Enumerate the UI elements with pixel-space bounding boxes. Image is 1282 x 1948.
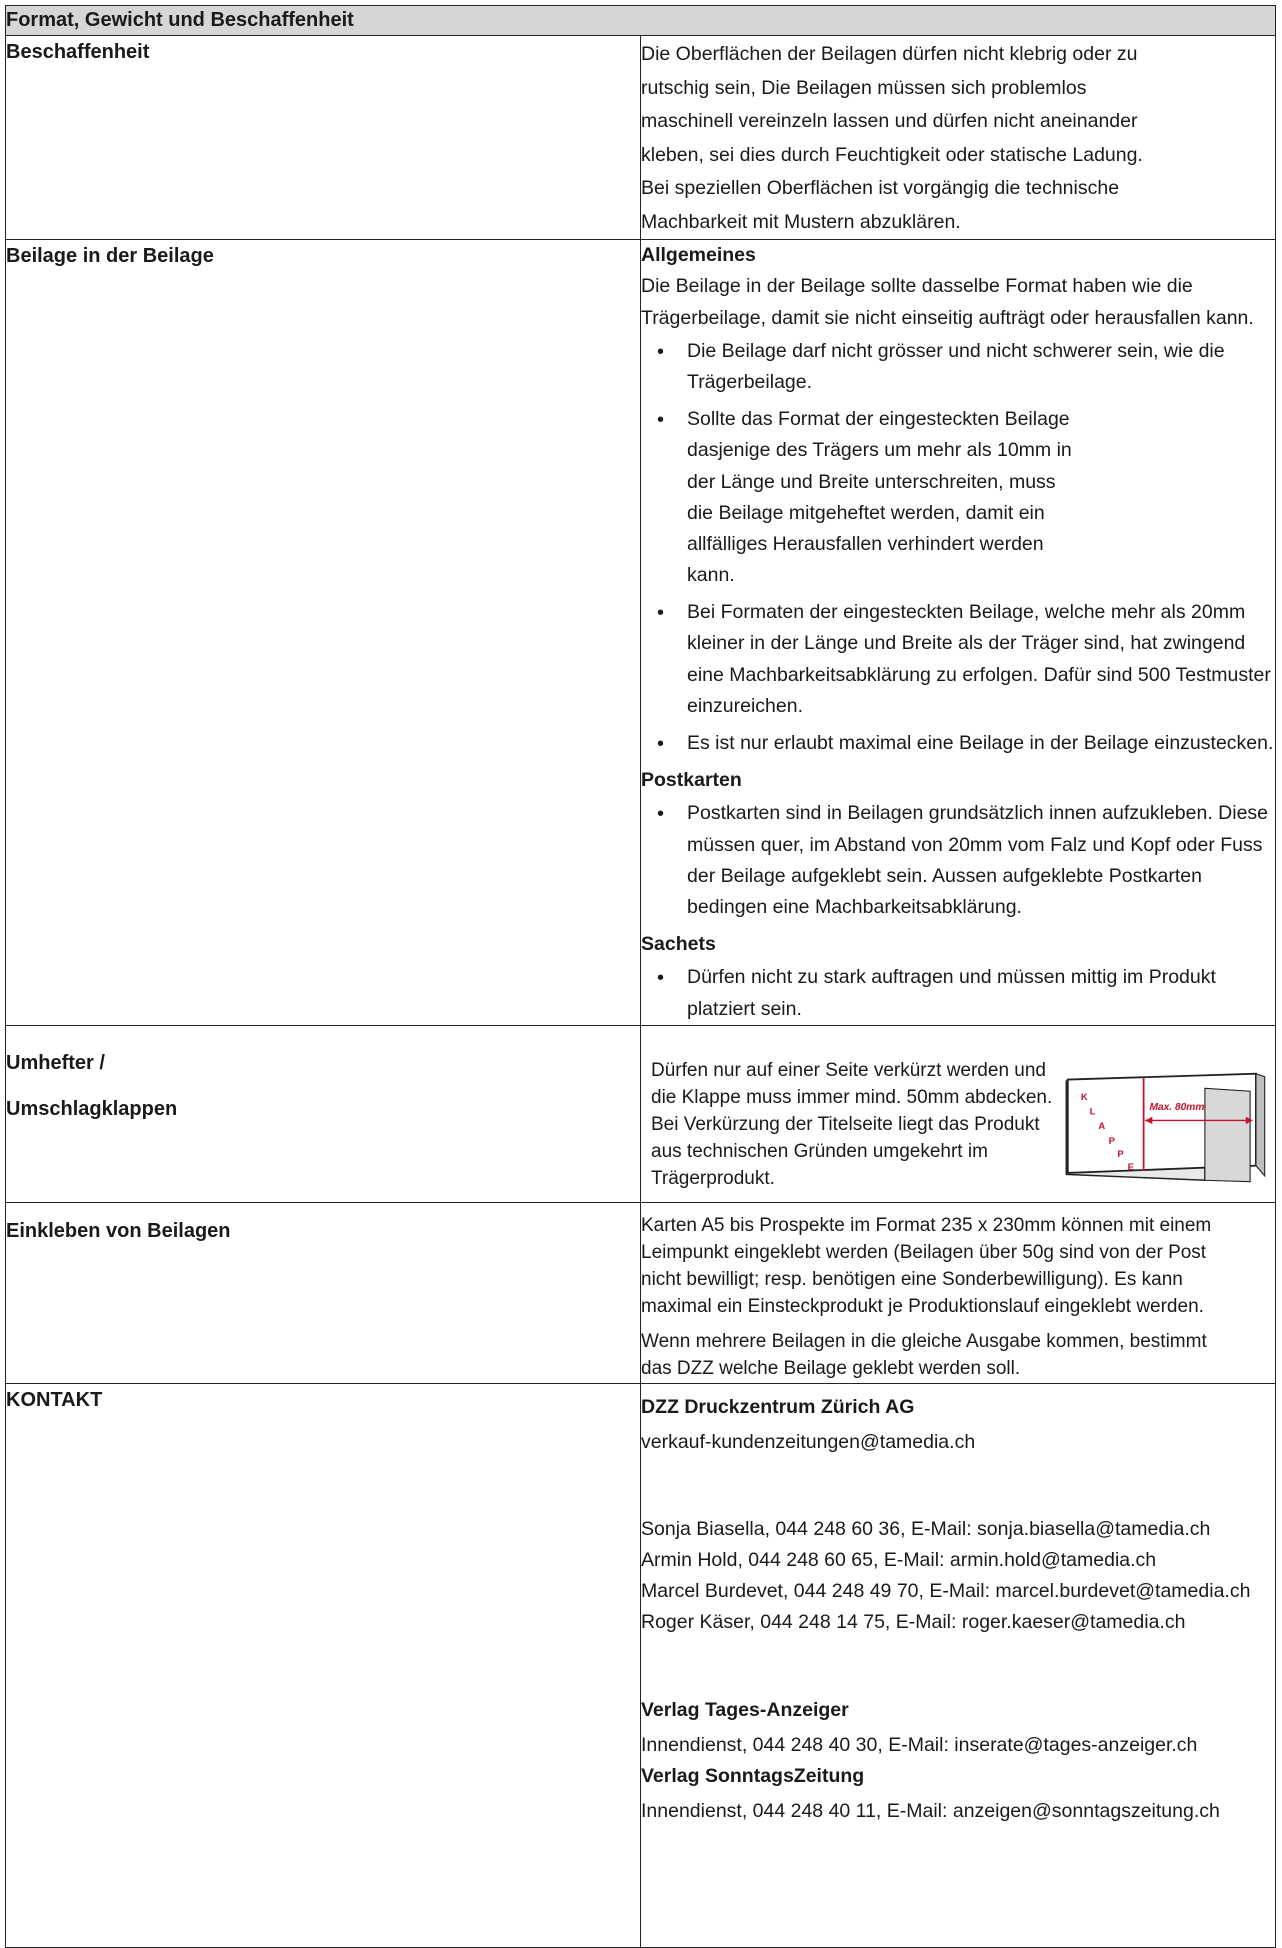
row-beilage-in-beilage	[6, 240, 1276, 1026]
list-item: • Sollte das Format der eingesteckten Beilage dasjenige des Trägers um mehr als 10mm in der Länge und Breite unterschreiten, muss die Beilage mitgeheftet werden, damit ein allfälliges Herausfallen verhindert werden kann.	[687, 404, 1275, 591]
contact-person: Sonja Biasella, 044 248 60 36, E-Mail: sonja.biasella@tamedia.ch	[641, 1517, 1211, 1540]
verlag-heading: Verlag Tages-Anzeiger	[641, 1698, 849, 1721]
sachets-list	[641, 962, 1275, 1024]
row-label	[6, 1025, 641, 1202]
table-header: Format, Gewicht und Beschaffenheit	[6, 6, 1276, 36]
figure-letter: K	[1081, 1091, 1089, 1103]
allgemeines-list	[641, 336, 1275, 759]
row-umhefter	[6, 1025, 1276, 1202]
row-content	[641, 1383, 1276, 1947]
list-item: • Die Beilage darf nicht grösser und nicht schwerer sein, wie die Trägerbeilage.	[687, 336, 1275, 398]
figure-letter: L	[1090, 1106, 1096, 1118]
row-kontakt	[6, 1383, 1276, 1947]
company-email: verkauf-kundenzeitungen@tamedia.ch	[641, 1430, 976, 1453]
contact-person: Marcel Burdevet, 044 248 49 70, E-Mail: marcel.burdevet@tamedia.ch	[641, 1580, 1251, 1603]
einkleben-paragraph: Wenn mehrere Beilagen in die gleiche Ausgabe kommen, bestimmt das DZZ welche Beilage geklebt werden soll.	[641, 1330, 1207, 1379]
figure-letter: A	[1098, 1120, 1106, 1132]
row-label: Beschaffenheit	[6, 36, 641, 240]
subheading-sachets: Sachets	[641, 933, 716, 956]
list-item: • Bei Formaten der eingesteckten Beilage, welche mehr als 20mm kleiner in der Länge und Breite als der Träger sind, hat zwingend eine Machbarkeitsabklärung zu erfolgen. Dafür sind 500 Testmuster einzureichen.	[687, 597, 1275, 722]
row-content	[641, 240, 1276, 1026]
figure-letter: P	[1117, 1148, 1125, 1160]
list-item: • Es ist nur erlaubt maximal eine Beilage in der Beilage einzustecken.	[687, 728, 1275, 759]
verlag-contact: Innendienst, 044 248 40 11, E-Mail: anzeigen@sonntagszeitung.ch	[641, 1800, 1220, 1823]
contact-person: Armin Hold, 044 248 60 65, E-Mail: armin.hold@tamedia.ch	[641, 1549, 1157, 1572]
row-einkleben	[6, 1202, 1276, 1383]
subheading-postkarten: Postkarten	[641, 769, 742, 792]
row-label: Einkleben von Beilagen	[6, 1202, 641, 1383]
row-label-line: Umhefter /	[6, 1051, 105, 1074]
list-item: • Dürfen nicht zu stark auftragen und müssen mittig im Produkt platziert sein.	[687, 962, 1275, 1024]
row-content	[641, 1025, 1276, 1202]
verlag-heading: Verlag SonntagsZeitung	[641, 1765, 865, 1787]
spec-table	[5, 5, 1276, 1948]
max-width-label: Max. 80mm	[1149, 1101, 1205, 1113]
list-item: • Postkarten sind in Beilagen grundsätzlich innen aufzukleben. Diese müssen quer, im Abstand von 20mm vom Falz und Kopf oder Fuss der Beilage aufgeklebt sein. Aussen aufgeklebte Postkarten bedingen eine Machbarkeitsabklärung.	[687, 798, 1275, 923]
contact-person: Roger Käser, 044 248 14 75, E-Mail: roger.kaeser@tamedia.ch	[641, 1611, 1186, 1634]
beschaffenheit-text: Die Oberflächen der Beilagen dürfen nicht klebrig oder zu rutschig sein, Die Beilagen müssen sich problemlos maschinell vereinzeln lassen und dürfen nicht aneinander kleben, sei dies durch Feuchtigkeit oder statische Ladung. Bei speziellen Oberflächen ist vorgängig die technische Machbarkeit mit Mustern abzuklären.	[641, 43, 1143, 233]
row-label-line: Umschlagklappen	[6, 1097, 178, 1120]
folded-cover-illustration	[1059, 1052, 1271, 1202]
umhefter-text: Dürfen nur auf einer Seite verkürzt werden und die Klappe muss immer mind. 50mm abdecken. Bei Verkürzung der Titelseite liegt das Produkt aus technischen Gründen umgekehrt im Trägerprodukt.	[651, 1059, 1053, 1189]
einkleben-paragraph: Karten A5 bis Prospekte im Format 235 x 230mm können mit einem Leimpunkt eingeklebt werden (Beilagen über 50g sind von der Post nicht bewilligt; resp. benötigen eine Sonderbewilligung). Es kann maximal ein Einsteckprodukt je Produktionslauf eingeklebt werden.	[641, 1214, 1212, 1317]
row-content	[641, 1202, 1276, 1383]
figure-letter: P	[1109, 1135, 1116, 1147]
subheading-allgemeines: Allgemeines	[641, 244, 756, 267]
postkarten-list	[641, 798, 1275, 923]
figure-letter: E	[1128, 1161, 1135, 1173]
company-name: DZZ Druckzentrum Zürich AG	[641, 1395, 915, 1418]
page-edge	[1256, 1073, 1265, 1175]
page-shadow	[1205, 1088, 1250, 1181]
row-beschaffenheit	[6, 36, 1276, 240]
row-content	[641, 36, 1276, 240]
row-label: Beilage in der Beilage	[6, 240, 641, 1026]
allgemeines-text: Die Beilage in der Beilage sollte dasselbe Format haben wie die Trägerbeilage, damit sie nicht einseitig aufträgt oder herausfallen kann.	[641, 275, 1254, 329]
verlag-contact: Innendienst, 044 248 40 30, E-Mail: inserate@tages-anzeiger.ch	[641, 1733, 1198, 1756]
row-label: KONTAKT	[6, 1383, 641, 1947]
